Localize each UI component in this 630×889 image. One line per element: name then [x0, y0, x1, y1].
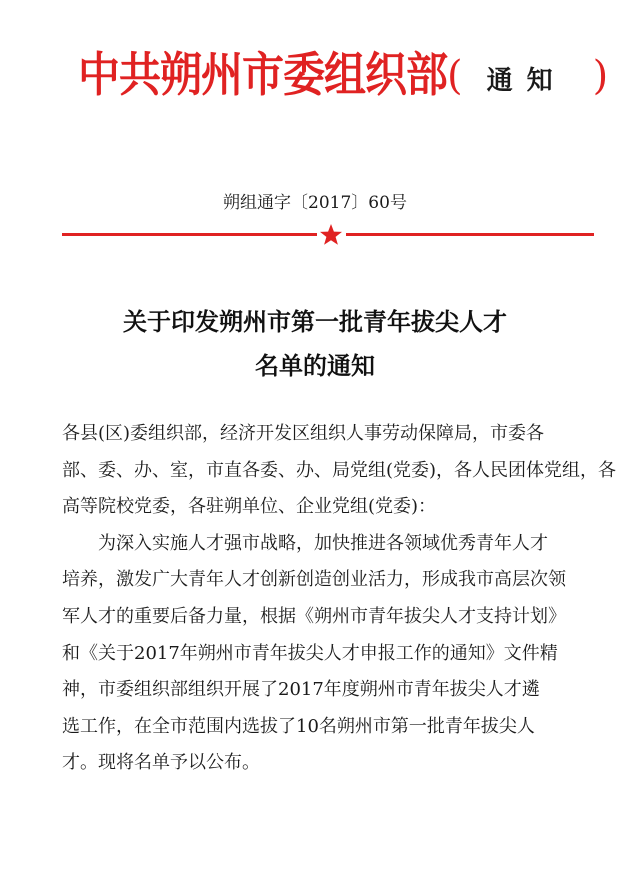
red-divider-right [346, 233, 594, 236]
notice-title [0, 300, 630, 388]
notice-title-line-2: 名单的通知 [255, 351, 375, 380]
notice-title-line-1: 关于印发朔州市第一批青年拔尖人才 [123, 307, 507, 336]
header-paren-close: ) [592, 53, 609, 99]
document-type: 通知 [486, 66, 567, 96]
document-number: 朔组通字〔2017〕60号 [223, 193, 407, 213]
star-icon [319, 223, 343, 247]
addressee-line: 高等院校党委，各驻朔单位、企业党组(党委)： [62, 496, 437, 518]
paragraph-line: 选工作，在全市范围内选拔了10名朔州市第一批青年拔尖人 [62, 715, 535, 737]
paragraph-line: 军人才的重要后备力量，根据《朔州市青年拔尖人才支持计划》 [62, 605, 566, 627]
paragraph-line: 和《关于2017年朔州市青年拔尖人才申报工作的通知》文件精 [62, 642, 558, 664]
addressee-line: 各县(区)委组织部，经济开发区组织人事劳动保障局，市委各 [62, 423, 545, 444]
red-divider-left [62, 233, 317, 236]
paragraph-line: 才。现将名单予以公布。 [62, 752, 260, 774]
paragraph-line: 为深入实施人才强市战略，加快推进各领域优秀青年人才 [98, 532, 548, 554]
paragraph-line: 神，市委组织部组织开展了2017年度朔州市青年拔尖人才遴 [62, 679, 540, 701]
issuing-organization: 中共朔州市委组织部 [78, 47, 448, 103]
document-body [62, 416, 617, 782]
header-paren-open: ( [447, 53, 463, 99]
document-header [78, 42, 608, 102]
addressee-line: 部、委、办、室，市直各委、办、局党组(党委)，各人民团体党组，各 [62, 459, 617, 481]
paragraph-line: 培养，激发广大青年人才创新创造创业活力，形成我市高层次领 [62, 569, 566, 591]
